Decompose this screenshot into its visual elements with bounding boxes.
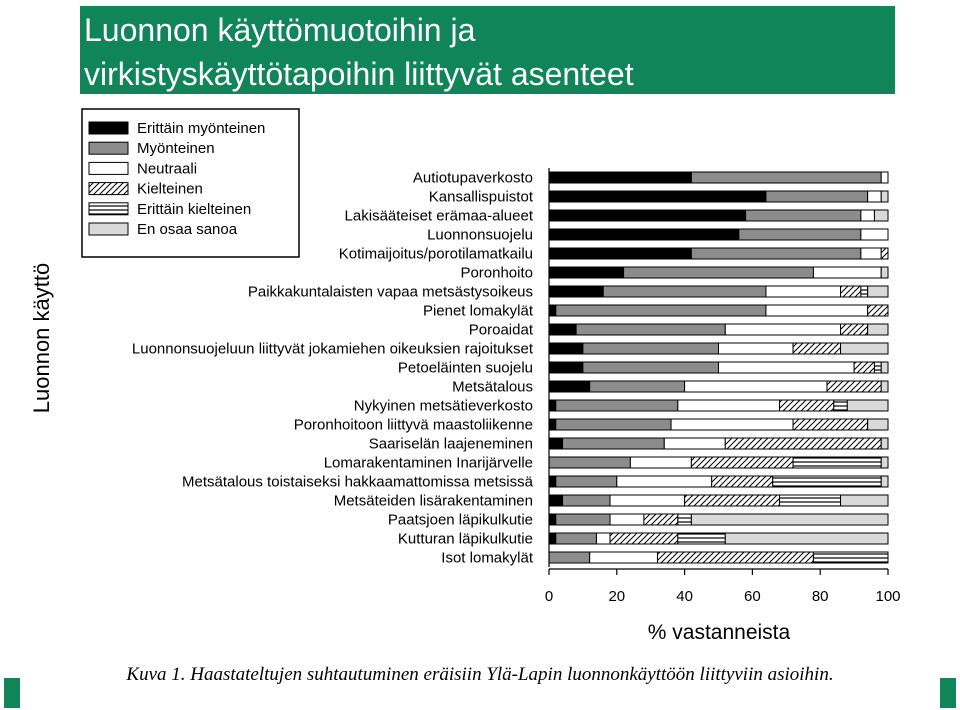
bar-seg-17-3: [685, 495, 780, 506]
bar-seg-7-2: [766, 305, 868, 316]
bar-seg-12-4: [834, 400, 848, 411]
bar-seg-19-0: [549, 533, 556, 544]
bar-seg-12-5: [847, 400, 888, 411]
category-label-5: Poronhoito: [460, 264, 533, 282]
x-tick-label-2: 40: [676, 588, 693, 605]
bar-seg-8-5: [868, 324, 888, 335]
bar-seg-11-2: [685, 381, 827, 392]
legend-swatch-3: [89, 183, 128, 195]
category-label-17: Metsäteiden lisärakentaminen: [333, 492, 533, 510]
bar-seg-18-1: [556, 514, 610, 525]
x-tick-label-3: 60: [744, 588, 761, 605]
bar-seg-9-5: [841, 343, 888, 354]
bar-seg-20-4: [813, 552, 888, 563]
bar-seg-3-0: [549, 229, 739, 240]
page-title-line-1: Luonnon käyttömuotoihin ja: [84, 12, 476, 48]
side-axis-label: Luonnon käyttö: [29, 262, 54, 414]
category-label-14: Saariselän laajeneminen: [368, 435, 533, 453]
category-label-3: Luonnonsuojelu: [427, 226, 533, 244]
category-label-7: Pienet lomakylät: [422, 302, 533, 320]
bar-seg-8-2: [725, 324, 840, 335]
bar-seg-0-2: [881, 172, 888, 183]
category-label-20: Isot lomakylät: [441, 549, 533, 567]
bar-seg-13-2: [671, 419, 793, 430]
bar-seg-5-1: [624, 267, 814, 278]
bar-seg-16-1: [556, 476, 617, 487]
legend-swatch-1: [89, 142, 128, 154]
bar-seg-14-2: [664, 438, 725, 449]
page-title-line-2: virkistyskäyttötapoihin liittyvät asenteet: [84, 56, 634, 92]
bar-seg-1-2: [868, 191, 882, 202]
bar-seg-3-1: [739, 229, 861, 240]
bar-seg-11-0: [549, 381, 590, 392]
bar-seg-15-2: [630, 457, 691, 468]
bar-seg-19-1: [556, 533, 597, 544]
bar-seg-15-5: [881, 457, 888, 468]
bar-seg-14-0: [549, 438, 563, 449]
x-tick-label-5: 100: [875, 588, 901, 605]
legend-label-0: Erittäin myönteinen: [137, 120, 266, 137]
bar-seg-4-2: [861, 248, 881, 259]
bar-seg-11-1: [590, 381, 685, 392]
bar-seg-5-2: [813, 267, 881, 278]
corner-marker-left: [4, 678, 20, 708]
bar-seg-14-5: [881, 438, 888, 449]
bar-seg-15-1: [549, 457, 630, 468]
category-label-11: Metsätalous: [452, 378, 533, 396]
category-label-13: Poronhoitoon liittyvä maastoliikenne: [293, 416, 533, 434]
legend-label-2: Neutraali: [137, 160, 198, 178]
bar-seg-14-1: [563, 438, 665, 449]
bar-seg-1-1: [766, 191, 868, 202]
bar-seg-11-5: [881, 381, 888, 392]
bar-seg-9-0: [549, 343, 583, 354]
bar-seg-0-0: [549, 172, 691, 183]
bar-seg-19-3: [610, 533, 678, 544]
bar-seg-13-5: [868, 419, 888, 430]
bar-seg-10-2: [719, 362, 855, 373]
bar-seg-2-0: [549, 210, 746, 221]
category-label-9: Luonnonsuojeluun liittyvät jokamiehen oikeuksien rajoitukset: [131, 340, 533, 358]
category-label-10: Petoeläinten suojelu: [397, 359, 533, 377]
bar-seg-5-5: [881, 267, 888, 278]
bar-seg-10-0: [549, 362, 583, 373]
bar-seg-20-3: [657, 552, 813, 563]
x-tick-label-4: 80: [811, 588, 829, 605]
bar-seg-4-0: [549, 248, 691, 259]
bar-seg-16-3: [712, 476, 773, 487]
category-label-12: Nykyinen metsätieverkosto: [353, 397, 533, 415]
bar-seg-16-5: [881, 476, 888, 487]
bar-seg-6-1: [603, 286, 766, 297]
bar-seg-10-1: [583, 362, 719, 373]
bar-seg-10-3: [854, 362, 874, 373]
bar-seg-13-3: [793, 419, 868, 430]
bar-seg-0-1: [691, 172, 881, 183]
legend-swatch-0: [89, 122, 128, 134]
figure-caption: Kuva 1. Haastateltujen suhtautuminen eräisiin Ylä-Lapin luonnonkäyttöön liittyviin asioihin.: [126, 664, 834, 685]
category-label-6: Paikkakuntalaisten vapaa metsästysoikeus: [247, 283, 533, 301]
bar-seg-20-1: [549, 552, 590, 563]
bar-seg-4-1: [691, 248, 861, 259]
bar-seg-6-5: [868, 286, 888, 297]
bar-seg-7-0: [549, 305, 556, 316]
bar-seg-20-2: [590, 552, 658, 563]
bar-seg-13-1: [556, 419, 671, 430]
bar-seg-8-1: [576, 324, 725, 335]
bar-seg-12-2: [678, 400, 780, 411]
bar-seg-1-5: [881, 191, 888, 202]
bar-seg-17-4: [780, 495, 841, 506]
bar-seg-7-1: [556, 305, 766, 316]
category-label-2: Lakisääteiset erämaa-alueet: [344, 207, 533, 225]
bar-seg-8-0: [549, 324, 576, 335]
category-label-19: Kutturan läpikulkutie: [397, 530, 533, 548]
bar-seg-1-0: [549, 191, 766, 202]
bar-seg-12-0: [549, 400, 556, 411]
bar-seg-18-3: [644, 514, 678, 525]
bar-seg-5-0: [549, 267, 624, 278]
bar-seg-17-1: [563, 495, 610, 506]
bar-seg-10-5: [881, 362, 888, 373]
bar-seg-3-2: [861, 229, 888, 240]
x-tick-label-1: 20: [608, 588, 626, 605]
bar-seg-7-3: [868, 305, 888, 316]
category-label-18: Paatsjoen läpikulkutie: [387, 511, 533, 529]
x-axis-label: % vastanneista: [647, 621, 791, 644]
legend: [82, 109, 299, 257]
bar-seg-19-5: [725, 533, 888, 544]
bar-seg-16-0: [549, 476, 556, 487]
category-label-15: Lomarakentaminen Inarijärvelle: [323, 454, 533, 472]
bar-seg-2-1: [746, 210, 861, 221]
bar-seg-8-3: [841, 324, 868, 335]
bar-seg-6-3: [841, 286, 861, 297]
bar-seg-18-4: [678, 514, 692, 525]
bar-seg-12-1: [556, 400, 678, 411]
bar-seg-11-3: [827, 381, 881, 392]
bar-seg-2-2: [861, 210, 875, 221]
bar-seg-18-2: [610, 514, 644, 525]
bar-seg-15-4: [793, 457, 881, 468]
bar-seg-9-1: [583, 343, 719, 354]
category-label-1: Kansallispuistot: [428, 188, 533, 206]
x-tick-label-0: 0: [544, 588, 554, 605]
bar-seg-17-2: [610, 495, 685, 506]
bar-seg-13-0: [549, 419, 556, 430]
legend-label-3: Kielteinen: [137, 180, 203, 198]
category-label-16: Metsätalous toistaiseksi hakkaamattomissa metsissä: [182, 473, 533, 491]
bar-seg-16-4: [773, 476, 881, 487]
legend-swatch-4: [89, 203, 128, 215]
legend-swatch-5: [89, 223, 128, 235]
bar-seg-18-5: [691, 514, 888, 525]
bar-seg-16-2: [617, 476, 712, 487]
bar-seg-12-3: [780, 400, 834, 411]
category-label-0: Autiotupaverkosto: [412, 169, 533, 187]
bar-seg-10-4: [874, 362, 881, 373]
category-label-8: Poroaidat: [468, 321, 533, 339]
category-label-4: Kotimaijoitus/porotilamatkailu: [338, 245, 533, 263]
bar-seg-2-5: [874, 210, 888, 221]
corner-marker-right: [940, 678, 956, 708]
bar-seg-6-2: [766, 286, 841, 297]
bar-seg-9-2: [719, 343, 794, 354]
bar-seg-17-0: [549, 495, 563, 506]
bar-seg-18-0: [549, 514, 556, 525]
bar-seg-15-3: [691, 457, 793, 468]
bar-seg-17-5: [841, 495, 888, 506]
bar-seg-6-0: [549, 286, 603, 297]
bar-seg-14-3: [725, 438, 881, 449]
legend-label-4: Erittäin kielteinen: [137, 200, 252, 218]
bar-seg-4-3: [881, 248, 888, 259]
legend-swatch-2: [89, 162, 128, 174]
legend-label-1: Myönteinen: [137, 140, 215, 158]
bar-seg-9-3: [793, 343, 840, 354]
bar-seg-19-2: [596, 533, 610, 544]
bar-seg-6-4: [861, 286, 868, 297]
legend-label-5: En osaa sanoa: [137, 221, 238, 238]
bar-seg-19-4: [678, 533, 725, 544]
